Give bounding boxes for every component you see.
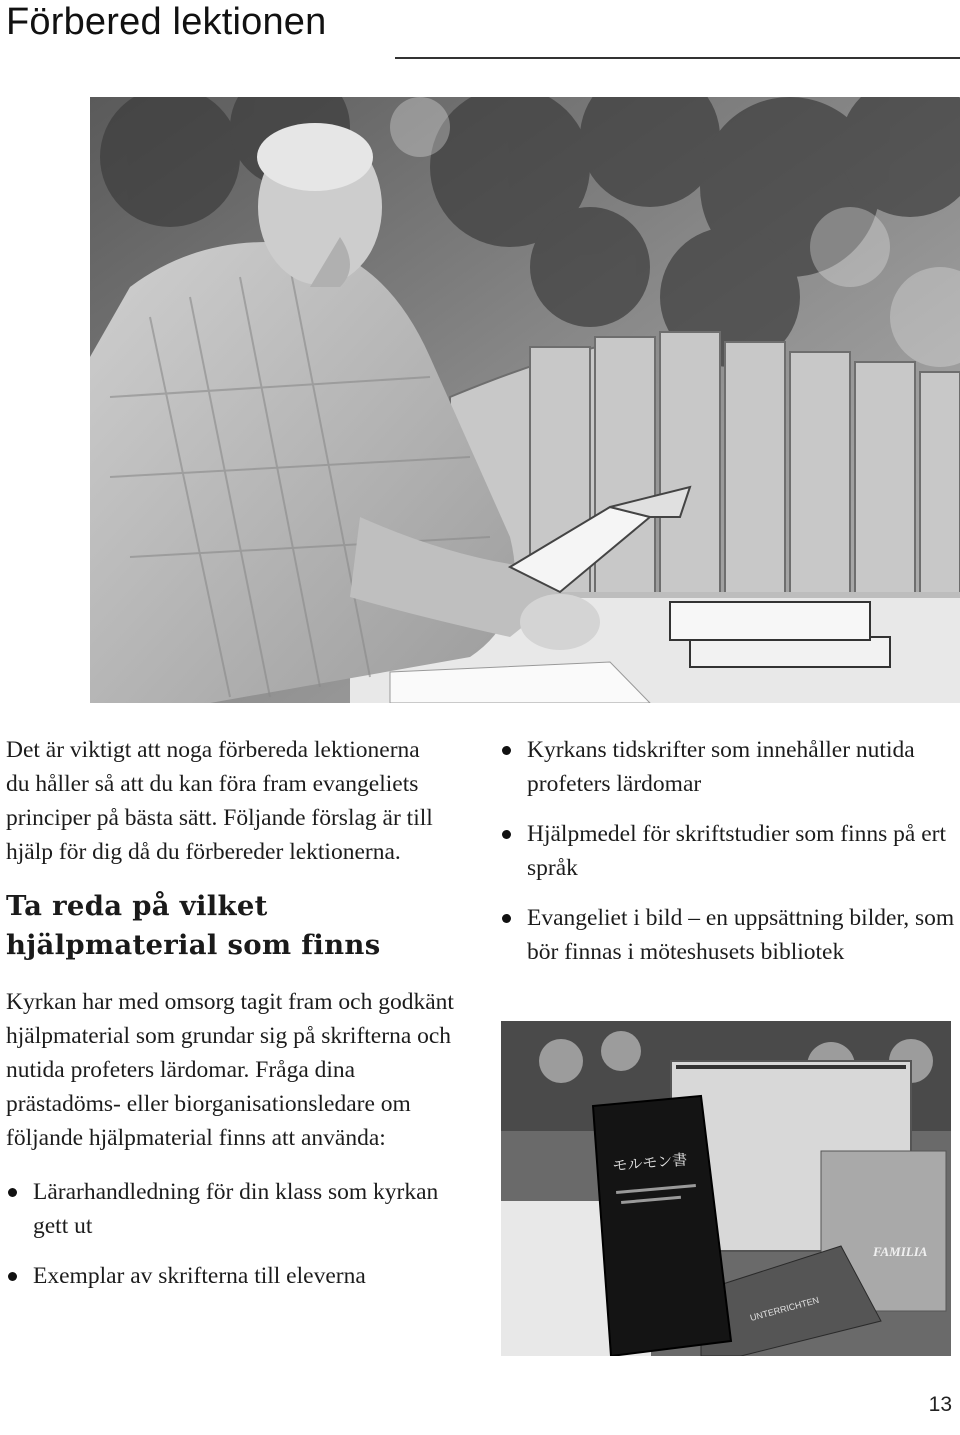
section-heading: Ta reda på vilket hjälpmaterial som finns	[6, 890, 381, 961]
intro-paragraph: Det är viktigt att noga förbereda lektionerna du håller så att du kan föra fram evangeliets principer på bästa sätt. Följande förslag är till hjälp för dig då du förbereder lektionerna.	[6, 737, 433, 865]
book-of-mormon-title: モルモン書	[611, 1150, 689, 1175]
title-rule	[395, 57, 960, 59]
list-item: Exemplar av skrifterna till eleverna	[6, 1259, 476, 1293]
list-item: Kyrkans tidskrifter som innehåller nutida profeters lärdomar	[500, 733, 960, 801]
familia-label: FAMILIA	[873, 1244, 928, 1259]
left-column	[6, 733, 476, 1309]
list-item: Evangeliet i bild – en uppsättning bilder, som bör finnas i möteshusets bibliotek	[500, 901, 960, 969]
page-title: Förbered lektionen	[6, 1, 327, 43]
section-body: Kyrkan har med omsorg tagit fram och godkänt hjälpmaterial som grundar sig på skrifterna och nutida profeters lärdomar. Fråga dina prästadöms- eller biorganisationsledare om följande hjälpmaterial finns att använda:	[6, 989, 454, 1151]
resource-list-right	[500, 733, 960, 969]
photo-man-reading	[90, 97, 960, 703]
list-item: Lärarhandledning för din klass som kyrkan gett ut	[6, 1175, 476, 1243]
page-number: 13	[928, 1393, 952, 1416]
photo-church-materials	[501, 1021, 951, 1356]
unterrichten-label: UNTERRICHTEN	[748, 1294, 821, 1323]
list-item: Hjälpmedel för skriftstudier som finns på ert språk	[500, 817, 960, 885]
right-column	[500, 733, 960, 985]
resource-list-left	[6, 1175, 476, 1293]
